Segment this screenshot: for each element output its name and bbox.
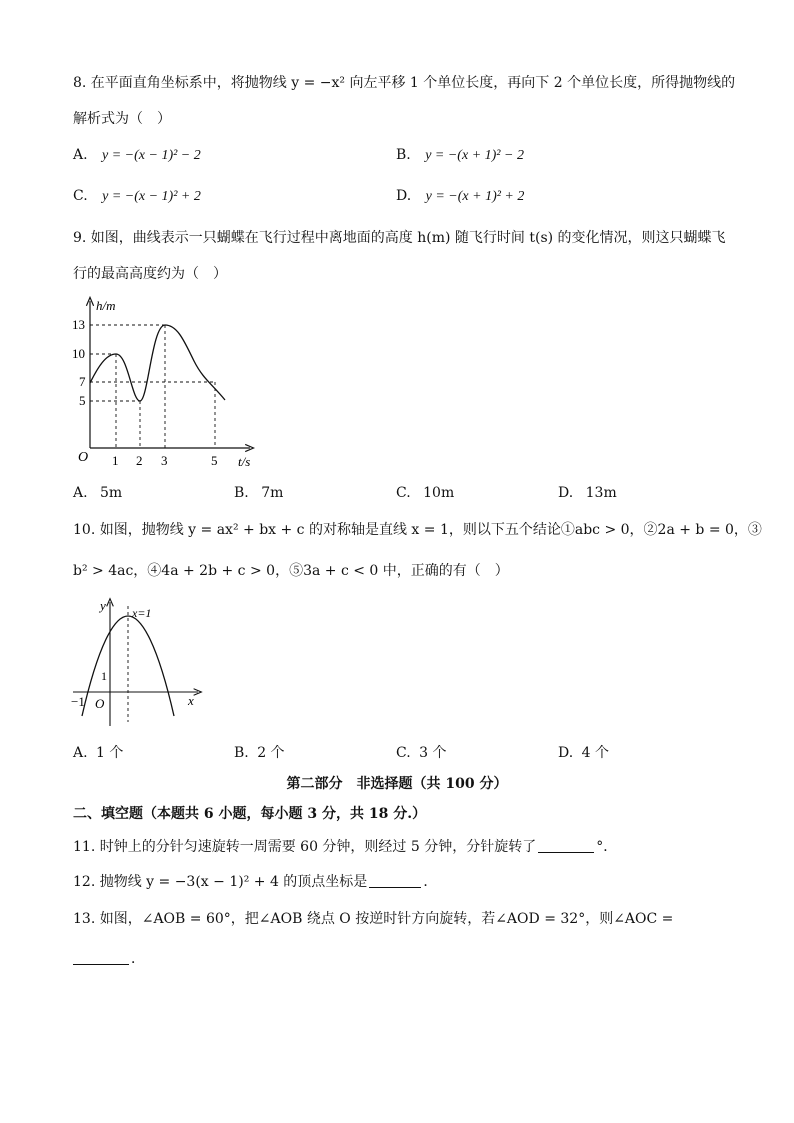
q10-parabola-graph [68, 598, 208, 728]
option-formula: y = −(x + 1)² + 2 [425, 189, 525, 204]
tick-neg-one: −1 [71, 694, 85, 709]
q13-answer-blank[interactable] [73, 950, 129, 965]
x-tick-2: 2 [136, 453, 143, 468]
q12-answer-blank[interactable] [369, 873, 421, 888]
q11-suffix: °． [596, 839, 618, 855]
q8-option-a[interactable] [73, 146, 201, 165]
q11 [73, 838, 617, 856]
symmetry-axis-label: x=1 [132, 606, 152, 620]
y-axis-label: y [100, 598, 106, 613]
q12-text: 12. 抛物线 y = −3(x − 1)² + 4 的顶点坐标是 [73, 874, 368, 890]
option-label: C. [396, 745, 411, 761]
option-label: D. [558, 745, 574, 761]
origin-label: O [95, 696, 105, 711]
part2-title: 第二部分 非选择题（共 100 分） [286, 776, 508, 792]
q12 [73, 873, 437, 891]
option-label: A. [73, 147, 88, 163]
option-text: 4 个 [581, 745, 609, 761]
x-axis-label: x [188, 693, 194, 708]
q10-option-b[interactable] [234, 744, 285, 762]
option-label: A. [73, 745, 88, 761]
option-text: 1 个 [96, 745, 124, 761]
option-text: 5m [100, 485, 123, 501]
q9-height-graph [70, 295, 270, 475]
q8-line1: 8. 在平面直角坐标系中，将抛物线 y = −x² 向左平移 1 个单位长度，再向下 2 个单位长度，所得抛物线的 [73, 75, 736, 91]
option-label: C. [73, 188, 88, 204]
q13-line1: 13. 如图，∠AOB = 60°，把∠AOB 绕点 O 按逆时针方向旋转，若∠AOD = 32°，则∠AOC = [73, 911, 674, 927]
y-tick-10: 10 [72, 346, 85, 361]
tick-one: 1 [101, 669, 107, 683]
y-tick-13: 13 [72, 317, 85, 332]
q10-option-d[interactable] [558, 744, 609, 762]
q9-option-b[interactable] [234, 484, 283, 502]
q8-option-c[interactable] [73, 187, 201, 206]
q11-text: 11. 时钟上的分针匀速旋转一周需要 60 分钟，则经过 5 分钟，分针旋转了 [73, 839, 537, 855]
option-text: 7m [261, 485, 284, 501]
q8-option-b[interactable] [396, 146, 524, 165]
option-text: 2 个 [257, 745, 285, 761]
option-formula: y = −(x − 1)² − 2 [102, 148, 201, 163]
q10-option-c[interactable] [396, 744, 446, 762]
x-axis-label: t/s [238, 454, 251, 469]
option-label: B. [396, 147, 411, 163]
q9-line2: 行的最高高度约为（ ） [73, 266, 227, 282]
origin-label: O [78, 450, 89, 465]
q10-line1: 10. 如图，抛物线 y = ax² + bx + c 的对称轴是直线 x = 1，则以下五个结论①abc > 0，②2a + b = 0，③ [73, 522, 762, 538]
y-axis-label: h/m [96, 298, 116, 313]
x-tick-3: 3 [161, 453, 168, 468]
q9-option-d[interactable] [558, 484, 617, 502]
option-label: D. [558, 485, 574, 501]
option-label: B. [234, 485, 249, 501]
y-tick-5: 5 [79, 393, 86, 408]
height-curve [90, 325, 225, 401]
x-tick-5: 5 [211, 453, 218, 468]
q11-answer-blank[interactable] [538, 838, 594, 853]
option-formula: y = −(x + 1)² − 2 [425, 148, 524, 163]
q9-option-a[interactable] [73, 484, 122, 502]
q12-suffix: ． [423, 874, 438, 890]
q10-option-a[interactable] [73, 744, 123, 762]
option-label: A. [73, 485, 88, 501]
q9-option-c[interactable] [396, 484, 454, 502]
option-text: 13m [585, 485, 617, 501]
x-tick-1: 1 [112, 453, 119, 468]
q13-line2 [73, 950, 145, 968]
q13-suffix: ． [131, 951, 145, 967]
option-label: B. [234, 745, 249, 761]
q8-option-d[interactable] [396, 187, 524, 206]
q10-line2: b² > 4ac，④4a + 2b + c > 0，⑤3a + c < 0 中，正确的有（ ） [73, 563, 509, 579]
q8-line2: 解析式为（ ） [73, 111, 171, 127]
guide-lines [90, 325, 215, 448]
option-formula: y = −(x − 1)² + 2 [102, 189, 201, 204]
q9-line1: 9. 如图，曲线表示一只蝴蝶在飞行过程中离地面的高度 h(m) 随飞行时间 t(s) 的变化情况，则这只蝴蝶飞 [73, 230, 726, 246]
section-title: 二、填空题（本题共 6 小题，每小题 3 分，共 18 分.） [73, 806, 427, 822]
option-label: D. [396, 188, 412, 204]
option-label: C. [396, 485, 411, 501]
option-text: 10m [423, 485, 455, 501]
y-tick-7: 7 [79, 374, 86, 389]
option-text: 3 个 [419, 745, 447, 761]
